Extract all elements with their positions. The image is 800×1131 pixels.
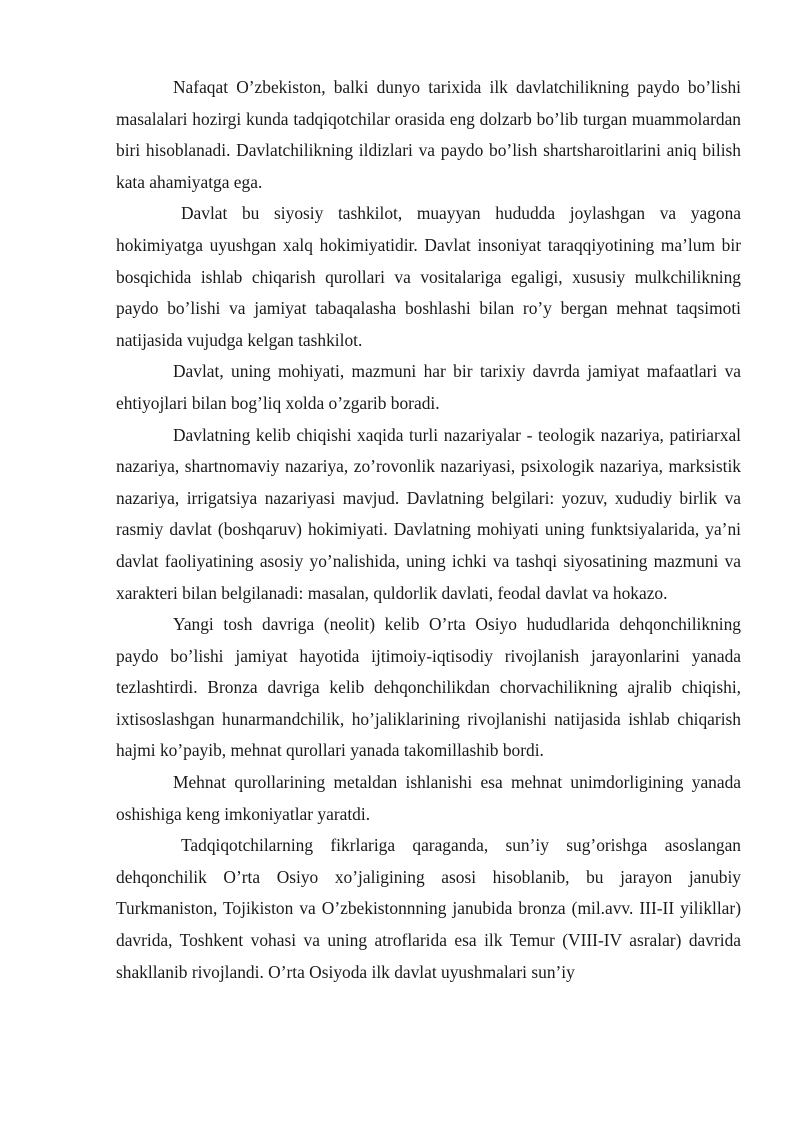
paragraph-3: Davlat, uning mohiyati, mazmuni har bir tarixiy davrda jamiyat mafaatlari va ehtiyojlari bilan bog’liq xolda o’zgarib boradi. bbox=[116, 361, 741, 413]
paragraph-7: Tadqiqotchilarning fikrlariga qaraganda, sun’iy sug’orishga asoslangan dehqonchilik O’rta Osiyo xo’jaligining asosi hisoblanib, bu jarayon janubiy Turkmaniston, Tojikiston va O’zbekistonnning janubida bronza (mil.avv. III-II yilikllar) davrida, Toshkent vohasi va uning atroflarida esa ilk Temur (VIII-IV asralar) davrida shakllanib rivojlandi. O’rta Osiyoda ilk davlat uyushmalari sun’iy bbox=[116, 835, 741, 982]
paragraph-2: Davlat bu siyosiy tashkilot, muayyan hududda joylashgan va yagona hokimiyatga uyushgan xalq hokimiyatidir. Davlat insoniyat taraqqiyotining ma’lum bir bosqichida ishlab chiqarish qurollari va vositalariga egaligi, xususiy mulkchilikning paydo bo’lishi va jamiyat tabaqalasha boshlashi bilan ro’y bergan mehnat taqsimoti natijasida vujudga kelgan tashkilot. bbox=[116, 203, 741, 350]
paragraph-6: Mehnat qurollarining metaldan ishlanishi esa mehnat unimdorligining yanada oshishiga keng imkoniyatlar yaratdi. bbox=[116, 772, 741, 824]
paragraph-4: Davlatning kelib chiqishi xaqida turli nazariyalar - teologik nazariya, patiriarxal nazariya, shartnomaviy nazariya, zo’rovonlik nazariyasi, psixologik nazariya, marksistik nazariya, irrigatsiya nazariyasi mavjud. Davlatning belgilari: yozuv, xududiy birlik va rasmiy davlat (boshqaruv) hokimiyati. Davlatning mohiyati uning funktsiyalarida, ya’ni davlat faoliyatining asosiy yo’nalishida, uning ichki va tashqi siyosatining mazmuni va xarakteri bilan belgilanadi: masalan, quldorlik davlati, feodal davlat va hokazo. bbox=[116, 424, 741, 603]
paragraph-5: Yangi tosh davriga (neolit) kelib O’rta Osiyo hududlarida dehqonchilikning paydo bo’lishi jamiyat hayotida ijtimoiy-iqtisodiy rivojlanish jarayonlarini yanada tezlashtirdi. Bronza davriga kelib dehqonchilikdan chorvachilikning ajralib chiqishi, ixtisoslashgan hunarmandchilik, ho’jaliklarining rivojlanishi natijasida ishlab chiqarish hajmi ko’payib, mehnat qurollari yanada takomillashib bordi. bbox=[116, 614, 741, 761]
paragraph-1: Nafaqat O’zbekiston, balki dunyo tarixida ilk davlatchilikning paydo bo’lishi masalalari hozirgi kunda tadqiqotchilar orasida eng dolzarb bo’lib turgan muammolardan biri hisoblanadi. Davlatchilikning ildizlari va paydo bo’lish shartsharoitlarini aniq bilish kata ahamiyatga ega. bbox=[116, 77, 741, 192]
body-text bbox=[116, 72, 741, 988]
